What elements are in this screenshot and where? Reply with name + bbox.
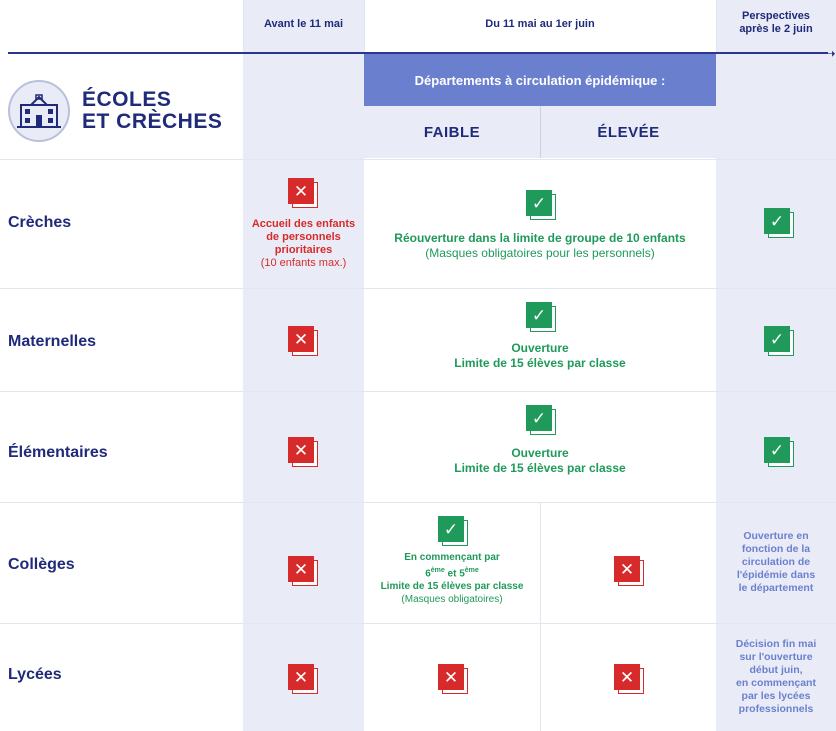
row-divider (0, 623, 836, 624)
section-title-line2: ET CRÈCHES (82, 110, 223, 133)
row-divider (0, 391, 836, 392)
status-open-icon: ✓ (526, 190, 556, 220)
status-open-icon: ✓ (526, 405, 556, 435)
header-low-circulation: FAIBLE (364, 106, 540, 158)
creches-before-note (243, 218, 364, 270)
note-line: Limite de 15 élèves par classe (380, 581, 524, 593)
status-open-icon: ✓ (764, 208, 794, 238)
status-closed-icon: ✕ (438, 664, 468, 694)
note-line: Ouverture (511, 341, 569, 355)
note-line: par les lycées (741, 690, 811, 702)
section-title (82, 89, 222, 133)
status-closed-icon: ✕ (288, 178, 318, 208)
divider (540, 502, 541, 731)
note-fragment: ème (430, 567, 445, 574)
note-fragment: ème (464, 567, 479, 574)
note-fragment: 6 (425, 568, 431, 580)
note-line: fonction de la (741, 543, 811, 555)
row-divider (0, 502, 836, 503)
note-line: Décision fin mai (735, 638, 817, 650)
note-line: (10 enfants max.) (260, 257, 347, 269)
status-closed-icon: ✕ (614, 664, 644, 694)
note-line: professionnels (738, 703, 814, 715)
note-line: début juin, (749, 664, 803, 676)
school-building-icon (8, 80, 70, 142)
status-open-icon: ✓ (438, 516, 468, 546)
note-line (364, 564, 540, 580)
section-header (8, 80, 222, 142)
note-line: l'épidémie dans (736, 569, 816, 581)
creches-period-note (364, 231, 716, 261)
note-fragment: et 5 (444, 568, 465, 580)
note-line: Accueil des enfants (251, 218, 356, 230)
note-line: En commençant par (404, 552, 500, 563)
departments-banner: Départements à circulation épidémique : (364, 54, 716, 106)
status-open-icon: ✓ (526, 302, 556, 332)
row-divider (0, 159, 836, 160)
elementaires-period-note (364, 446, 716, 476)
status-closed-icon: ✕ (614, 556, 644, 586)
header-high-circulation: ÉLEVÉE (541, 106, 716, 158)
timeline-arrow-head: ➝ (824, 45, 836, 61)
note-line: Ouverture (511, 446, 569, 460)
row-label-lycees: Lycées (8, 666, 62, 683)
status-closed-icon: ✕ (288, 326, 318, 356)
column-before-background (243, 0, 364, 731)
header-after-june-2 (716, 10, 836, 36)
note-line: Réouverture dans la limite de groupe de 10 enfants (394, 231, 686, 245)
colleges-low-note (364, 551, 540, 606)
note-line: le département (738, 582, 814, 594)
row-label-creches: Crèches (8, 214, 72, 231)
row-divider (0, 288, 836, 289)
note-line: en commençant (736, 677, 816, 689)
status-open-icon: ✓ (764, 326, 794, 356)
note-line: Limite de 15 élèves par classe (454, 461, 626, 475)
maternelles-period-note (364, 341, 716, 371)
row-label-elementaires: Élémentaires (8, 444, 108, 461)
note-line: de personnels (266, 231, 341, 243)
note-line: (Masques obligatoires) (401, 594, 503, 606)
row-label-maternelles: Maternelles (8, 333, 97, 350)
header-after-line1: Perspectives (742, 10, 810, 22)
status-closed-icon: ✕ (288, 437, 318, 467)
status-open-icon: ✓ (764, 437, 794, 467)
note-line: prioritaires (274, 244, 333, 256)
header-may-11-to-june-1: Du 11 mai au 1er juin (485, 18, 595, 30)
note-line: circulation de (741, 556, 811, 568)
section-title-line1: ÉCOLES (82, 88, 172, 111)
colleges-after-note (716, 530, 836, 595)
header-after-line2: après le 2 juin (739, 23, 813, 35)
row-label-colleges: Collèges (8, 556, 75, 573)
column-after-background (716, 0, 836, 731)
note-line: (Masques obligatoires pour les personnels) (425, 246, 655, 260)
lycees-after-note (716, 638, 836, 716)
note-line: Limite de 15 élèves par classe (454, 356, 626, 370)
status-closed-icon: ✕ (288, 556, 318, 586)
note-line: Ouverture en (743, 530, 809, 542)
note-line: sur l'ouverture (739, 651, 813, 663)
status-closed-icon: ✕ (288, 664, 318, 694)
header-before-may-11: Avant le 11 mai (263, 18, 344, 30)
